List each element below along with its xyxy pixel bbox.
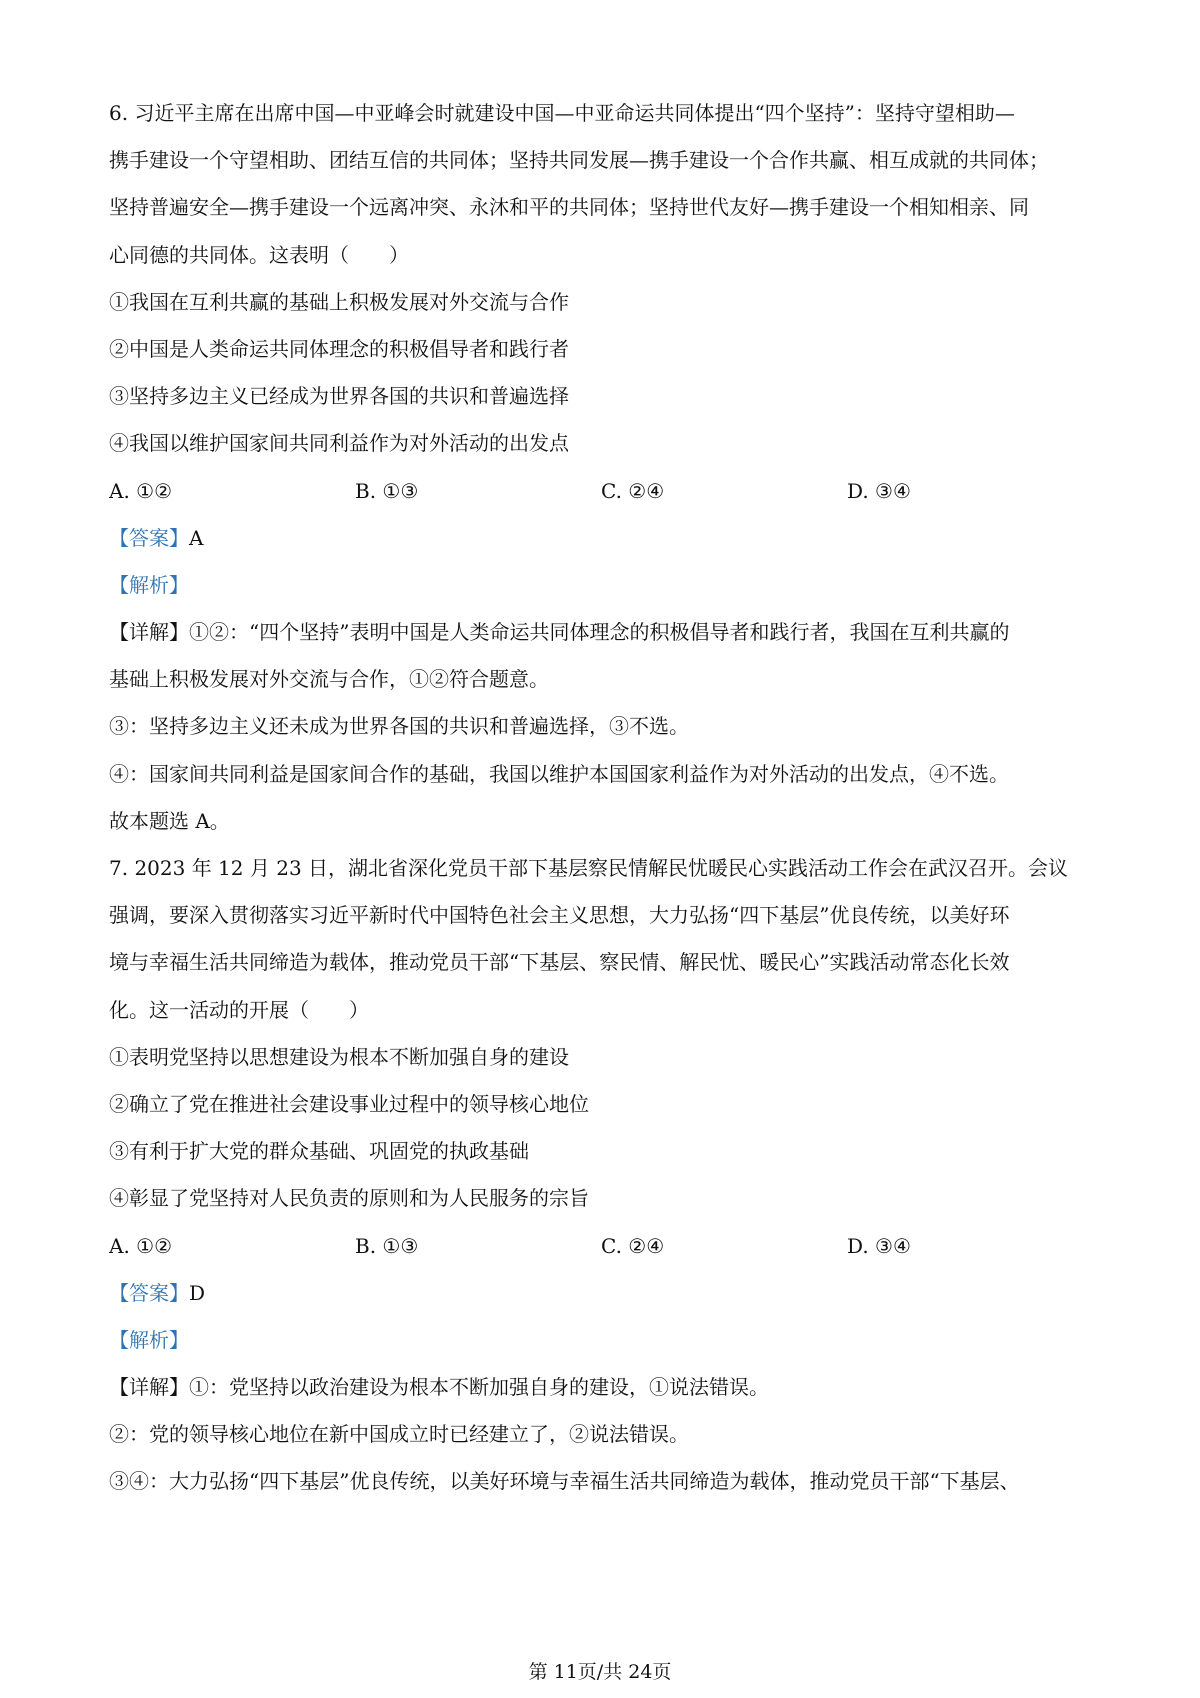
statement-3: ③坚持多边主义已经成为世界各国的共识和普遍选择 bbox=[109, 384, 569, 409]
question-stem-line: 坚持普遍安全—携手建设一个远离冲突、永沐和平的共同体；坚持世代友好—携手建设一个相知相亲、同 bbox=[109, 195, 1029, 220]
page-content bbox=[109, 90, 1099, 1506]
option-b: B. ①③ bbox=[355, 1233, 419, 1258]
answer-line bbox=[109, 515, 1099, 562]
statement-2: ②确立了党在推进社会建设事业过程中的领导核心地位 bbox=[109, 1091, 589, 1116]
question-stem-line: 强调，要深入贯彻落实习近平新时代中国特色社会主义思想，大力弘扬“四下基层”优良传统，以美好环 bbox=[109, 903, 1010, 928]
detail-text: ②：党的领导核心地位在新中国成立时已经建立了，②说法错误。 bbox=[109, 1422, 689, 1447]
option-c: C. ②④ bbox=[601, 478, 665, 503]
question-stem-line: 化。这一活动的开展（ ） bbox=[109, 997, 369, 1022]
statement-1: ①我国在互利共赢的基础上积极发展对外交流与合作 bbox=[109, 289, 569, 314]
answer-options bbox=[109, 468, 1099, 515]
option-a: A. ①② bbox=[109, 478, 173, 503]
option-c: C. ②④ bbox=[601, 1233, 665, 1258]
detail-text: ①②：“四个坚持”表明中国是人类命运共同体理念的积极倡导者和践行者，我国在互利共赢的 bbox=[189, 620, 1010, 645]
answer-line bbox=[109, 1270, 1099, 1317]
option-d: D. ③④ bbox=[847, 478, 911, 503]
analysis-line bbox=[109, 562, 1099, 609]
answer-value: A bbox=[189, 525, 204, 550]
page-number: 第 11页/共 24页 bbox=[528, 1661, 672, 1683]
question-stem-line: 心同德的共同体。这表明（ ） bbox=[109, 242, 409, 267]
option-d: D. ③④ bbox=[847, 1233, 911, 1258]
answer-value: D bbox=[189, 1280, 206, 1305]
answer-tag: 【答案】 bbox=[109, 525, 189, 550]
statement-2: ②中国是人类命运共同体理念的积极倡导者和践行者 bbox=[109, 336, 569, 361]
analysis-line bbox=[109, 1317, 1099, 1364]
detail-text: ④：国家间共同利益是国家间合作的基础，我国以维护本国国家利益作为对外活动的出发点，④不选。 bbox=[109, 761, 1009, 786]
option-b: B. ①③ bbox=[355, 478, 419, 503]
detail-tag: 【详解】 bbox=[109, 620, 189, 645]
answer-tag: 【答案】 bbox=[109, 1280, 189, 1305]
question-stem-line: 境与幸福生活共同缔造为载体，推动党员干部“下基层、察民情、解民忧、暖民心”实践活动常态化长效 bbox=[109, 950, 1010, 975]
detail-line bbox=[109, 609, 1099, 656]
answer-options bbox=[109, 1223, 1099, 1270]
detail-text: 基础上积极发展对外交流与合作，①②符合题意。 bbox=[109, 667, 549, 692]
question-stem-line: 6. 习近平主席在出席中国—中亚峰会时就建设中国—中亚命运共同体提出“四个坚持”：坚持守望相助— bbox=[109, 101, 1015, 125]
statement-3: ③有利于扩大党的群众基础、巩固党的执政基础 bbox=[109, 1139, 529, 1164]
statement-4: ④彰显了党坚持对人民负责的原则和为人民服务的宗旨 bbox=[109, 1186, 589, 1211]
detail-line bbox=[109, 1364, 1099, 1411]
detail-tag: 【详解】 bbox=[109, 1375, 189, 1400]
detail-text: ③④：大力弘扬“四下基层”优良传统，以美好环境与幸福生活共同缔造为载体，推动党员干部“下基层、 bbox=[109, 1469, 1020, 1494]
detail-text: ①：党坚持以政治建设为根本不断加强自身的建设，①说法错误。 bbox=[189, 1375, 769, 1400]
statement-4: ④我国以维护国家间共同利益作为对外活动的出发点 bbox=[109, 431, 569, 456]
question-7 bbox=[109, 845, 1099, 1506]
question-stem-line: 7. 2023 年 12 月 23 日，湖北省深化党员干部下基层察民情解民忧暖民心实践活动工作会在武汉召开。会议 bbox=[109, 856, 1069, 880]
detail-text: ③：坚持多边主义还未成为世界各国的共识和普遍选择，③不选。 bbox=[109, 714, 689, 739]
conclusion-text: 故本题选 A。 bbox=[109, 808, 230, 833]
statement-1: ①表明党坚持以思想建设为根本不断加强自身的建设 bbox=[109, 1044, 569, 1069]
question-stem-line: 携手建设一个守望相助、团结互信的共同体；坚持共同发展—携手建设一个合作共赢、相互成就的共同体； bbox=[109, 148, 1049, 173]
analysis-tag: 【解析】 bbox=[109, 1327, 189, 1352]
option-a: A. ①② bbox=[109, 1233, 173, 1258]
analysis-tag: 【解析】 bbox=[109, 572, 189, 597]
question-6 bbox=[109, 90, 1099, 845]
